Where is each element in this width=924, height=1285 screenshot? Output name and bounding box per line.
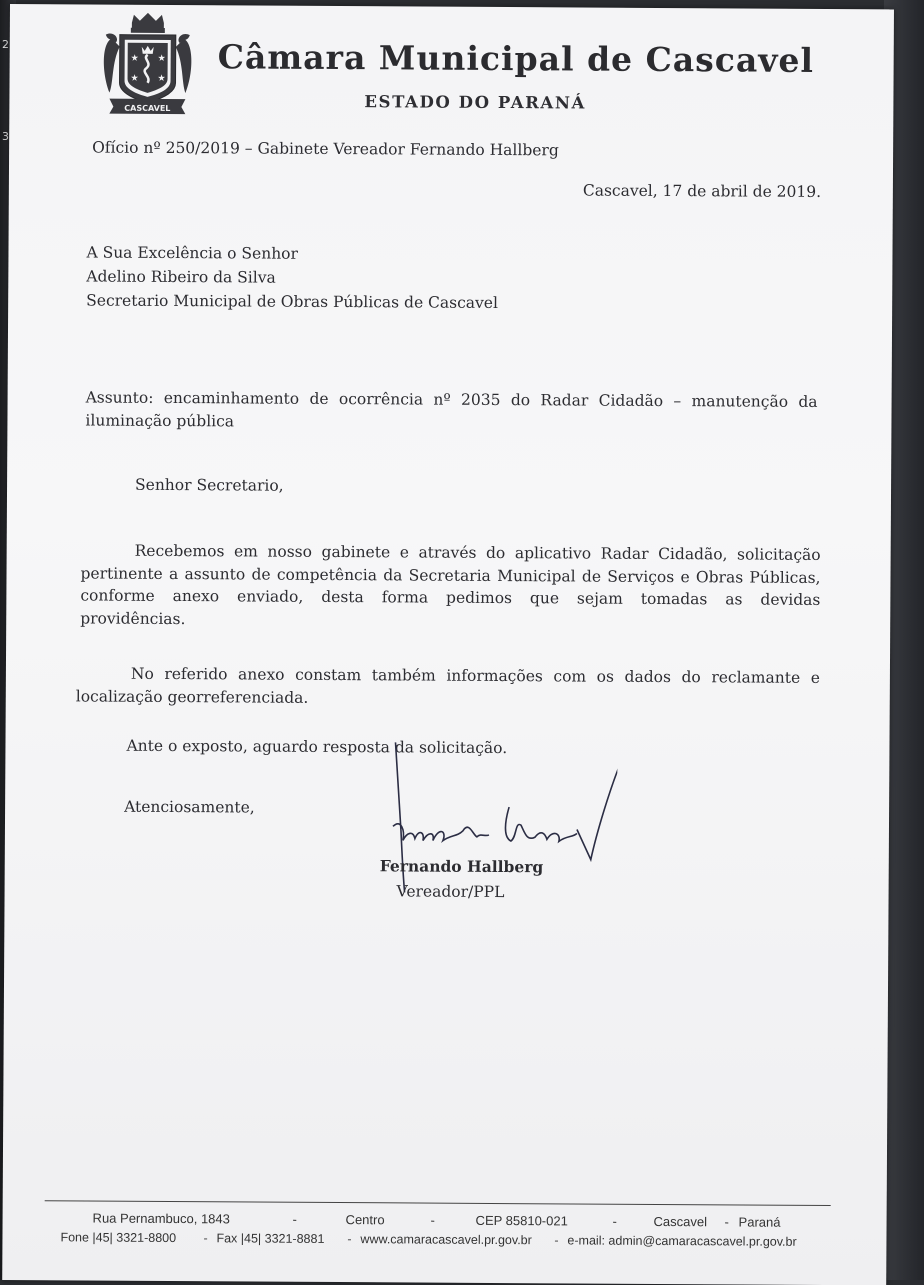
footer-email: e-mail: admin@camaracascavel.pr.gov.br <box>567 1233 797 1249</box>
salutation: Senhor Secretario, <box>135 475 284 495</box>
letterhead-title: Câmara Municipal de Cascavel <box>217 37 815 80</box>
crest-banner-text: CASCAVEL <box>124 103 171 113</box>
paragraph-line: localização georreferenciada. <box>75 686 309 707</box>
footer-separator: - <box>724 1214 729 1230</box>
footer-separator: - <box>347 1232 352 1247</box>
letterhead-subtitle: ESTADO DO PARANÁ <box>364 92 586 113</box>
paragraph-line: Recebemos em nosso gabinete e através do aplicativo Radar Cidadão, solicitação <box>134 541 821 564</box>
footer-cep: CEP 85810-021 <box>475 1212 568 1229</box>
footer-fax: Fax |45| 3321-8881 <box>216 1231 325 1246</box>
signer-name: Fernando Hallberg <box>379 856 544 877</box>
paragraph-3: Ante o exposto, aguardo resposta da solicitação. <box>126 736 508 758</box>
letter-page <box>2 4 894 1285</box>
paragraph-line: pertinente a assunto de competência da Secretaria Municipal de Serviços e Obras Públicas, <box>80 563 821 587</box>
footer-website: www.camaracascavel.pr.gov.br <box>360 1232 532 1248</box>
footer-separator: - <box>203 1231 208 1246</box>
svg-text:★: ★ <box>157 73 166 84</box>
recipient-line: A Sua Excelência o Senhor <box>86 243 299 263</box>
paragraph-2 <box>76 662 820 712</box>
subject-line: Assunto: encaminhamento de ocorrência nº 2035 do Radar Cidadão – manutenção da <box>85 388 818 411</box>
footer-state: Paraná <box>738 1214 781 1230</box>
edge-mark: 3 <box>2 130 9 143</box>
footer-city: Cascavel <box>653 1213 708 1230</box>
paragraph-line: No referido anexo constam também informações com os dados do reclamante e <box>130 664 820 687</box>
letter-date: Cascavel, 17 de abril de 2019. <box>582 181 822 201</box>
footer-address: Rua Pernambuco, 1843 <box>92 1210 230 1227</box>
paragraph-1 <box>80 539 821 634</box>
subject-line: iluminação pública <box>85 410 235 430</box>
coat-of-arms-logo <box>97 13 198 116</box>
closing: Atenciosamente, <box>124 797 255 817</box>
signer-title: Vereador/PPL <box>396 882 505 902</box>
recipient-line: Adelino Ribeiro da Silva <box>86 267 276 287</box>
letter-subject <box>85 386 817 435</box>
footer-separator: - <box>612 1213 617 1229</box>
footer-separator: - <box>430 1212 435 1228</box>
edge-mark: 2 <box>2 38 9 51</box>
footer-district: Centro <box>345 1212 385 1228</box>
svg-text:★: ★ <box>130 73 139 84</box>
footer-phone: Fone |45| 3321-8800 <box>60 1230 177 1246</box>
svg-text:★: ★ <box>130 53 139 64</box>
paragraph-line: providências. <box>80 608 186 628</box>
svg-text:★: ★ <box>157 53 166 64</box>
footer-divider <box>45 1200 831 1206</box>
letter-reference: Ofício nº 250/2019 – Gabinete Vereador Fernando Hallberg <box>92 138 559 160</box>
paragraph-line: conforme anexo enviado, desta forma pedimos que sejam tomadas as devidas <box>80 586 821 609</box>
footer-separator: - <box>554 1233 559 1248</box>
footer-separator: - <box>292 1211 297 1227</box>
recipient-line: Secretario Municipal de Obras Públicas de Cascavel <box>86 291 498 312</box>
